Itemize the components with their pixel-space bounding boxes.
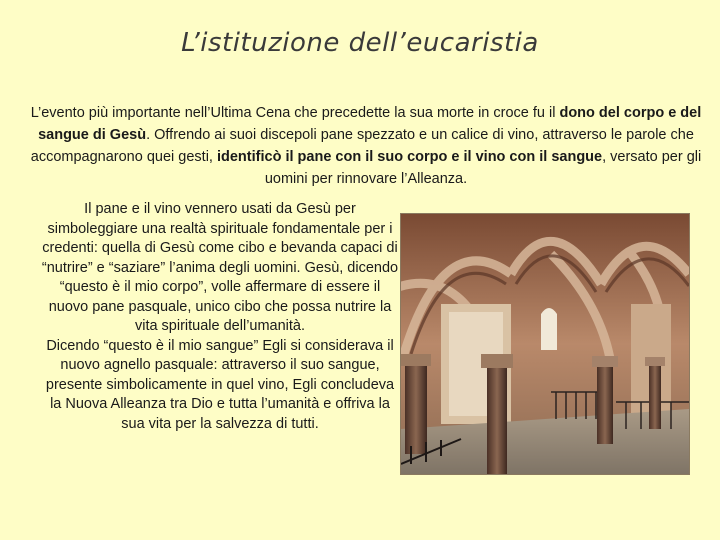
intro-paragraph [30, 102, 702, 190]
cenacle-photo [400, 213, 690, 475]
side-text-2: Dicendo “questo è il mio sangue” Egli si considerava il nuovo agnello pasquale: attraverso il suo sangue, presente simbolicamente in quel vino, Egli concludeva la Nuova Alleanza tra Dio e tutta l’umanità e offriva la sua vita per la salvezza di tutti. [45, 337, 395, 432]
intro-bold-2: identificò il pane con il suo corpo e il vino con il sangue [216, 149, 603, 165]
slide-title: L’istituzione dell’eucaristia [181, 28, 539, 58]
side-text-1: Il pane e il vino vennero usati da Gesù per simboleggiare una realtà spirituale fondamentale per i credenti: quella di Gesù come cibo e bevanda capaci di “nutrire” e “saziare” l’anima degli uomini. Gesù, dicendo “questo è il mio corpo”, volle affermare di essere il nuovo pane pasquale, unico cibo che possa nutrire la vita spirituale dell’umanità. [41, 201, 399, 334]
side-paragraph [40, 200, 400, 434]
intro-text-1: L’evento più importante nell’Ultima Cena che precedette la sua morte in croce fu il [30, 105, 560, 121]
intro-text-2: . Offrendo ai suoi discepoli pane spezzato e un calice di vino, attraverso le parole che accompagnarono quei gesti, [30, 127, 694, 165]
cenacle-illustration [401, 214, 689, 474]
intro-text-3: , versato per gli uomini per rinnovare l’Alleanza. [264, 149, 702, 187]
intro-bold-1: dono del corpo e del sangue di Gesù [38, 105, 702, 143]
